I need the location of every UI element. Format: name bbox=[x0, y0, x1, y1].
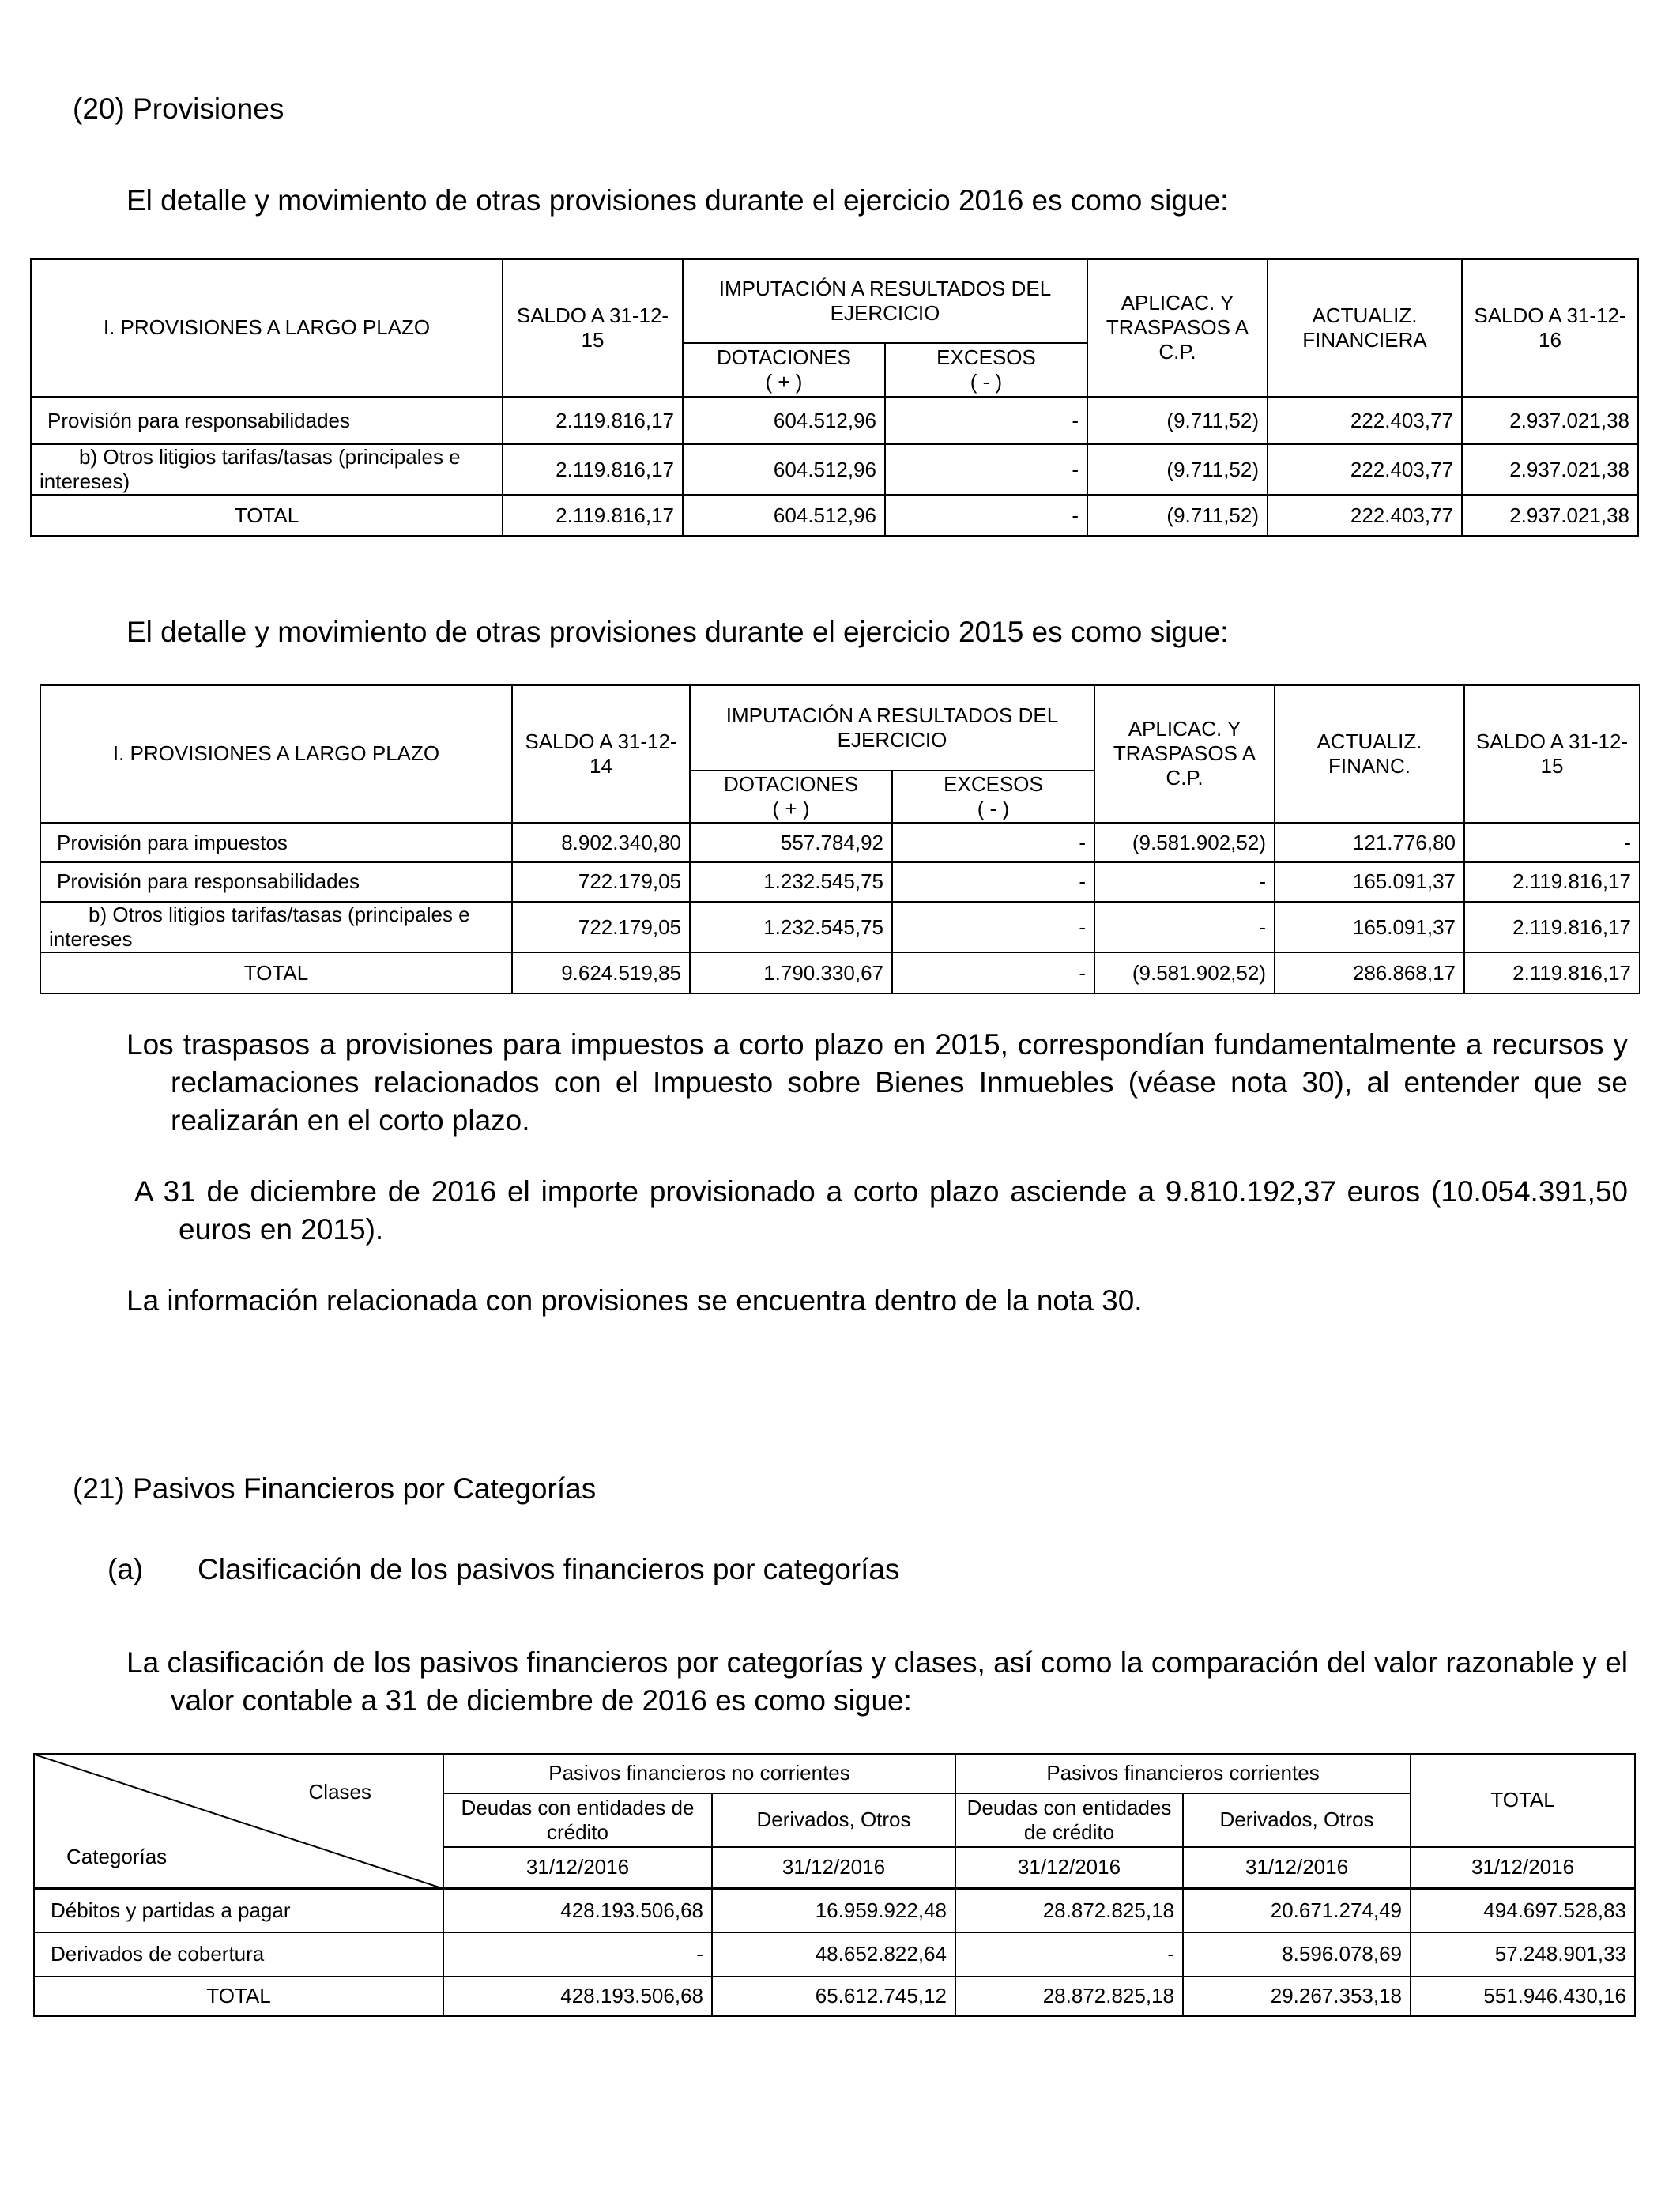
cell: 557.784,92 bbox=[690, 823, 892, 862]
cell: 2.119.816,17 bbox=[503, 444, 683, 495]
cell: 2.119.816,17 bbox=[1464, 952, 1640, 993]
cell: (9.711,52) bbox=[1087, 495, 1268, 536]
table-row-total bbox=[31, 495, 1638, 536]
header-actualiz: ACTUALIZ. FINANCIERA bbox=[1268, 259, 1462, 397]
cell: (9.711,52) bbox=[1087, 444, 1268, 495]
paragraph-corto-plazo: A 31 de diciembre de 2016 el importe provisionado a corto plazo asciende a 9.810.192,37 euros (10.054.391,50 euros en 2015). bbox=[134, 1175, 1628, 1246]
cell: 222.403,77 bbox=[1268, 397, 1462, 444]
row-label: b) Otros litigios tarifas/tasas (principales e intereses) bbox=[31, 444, 503, 495]
header-excesos bbox=[885, 343, 1087, 397]
dotaciones-sign: ( + ) bbox=[772, 796, 810, 820]
header-dotaciones bbox=[683, 343, 885, 397]
header-saldo-inicial: SALDO A 31-12-14 bbox=[512, 685, 690, 823]
provisions-table-2015 bbox=[40, 684, 1640, 994]
excesos-label: EXCESOS bbox=[944, 771, 1043, 796]
cell: 8.902.340,80 bbox=[512, 823, 690, 862]
header-saldo-inicial: SALDO A 31-12-15 bbox=[503, 259, 683, 397]
paragraph-nota-30: La información relacionada con provisiones se encuentra dentro de la nota 30. bbox=[126, 1284, 1143, 1317]
cell: 2.119.816,17 bbox=[1464, 902, 1640, 952]
cell: 1.790.330,67 bbox=[690, 952, 892, 993]
cell: - bbox=[1464, 823, 1640, 862]
cell: 65.612.745,12 bbox=[712, 1977, 955, 2016]
cell: 551.946.430,16 bbox=[1411, 1977, 1635, 2016]
cell: - bbox=[443, 1932, 712, 1977]
clases-label: Clases bbox=[308, 1780, 371, 1804]
cell: 48.652.822,64 bbox=[712, 1932, 955, 1977]
cell: 604.512,96 bbox=[683, 397, 885, 444]
cell: - bbox=[892, 902, 1094, 952]
table-row-total bbox=[40, 952, 1640, 993]
subsection-title: Clasificación de los pasivos financieros por categorías bbox=[198, 1553, 900, 1585]
cell: 16.959.922,48 bbox=[712, 1888, 955, 1932]
row-label: b) Otros litigios tarifas/tasas (principales e intereses bbox=[40, 902, 512, 952]
row-label: Derivados de cobertura bbox=[34, 1932, 443, 1977]
cell: (9.581.902,52) bbox=[1094, 952, 1275, 993]
header-total: TOTAL bbox=[1411, 1754, 1635, 1847]
intro-2015: El detalle y movimiento de otras provisiones durante el ejercicio 2015 es como sigue: bbox=[126, 616, 1229, 648]
row-label: Provisión para impuestos bbox=[40, 823, 512, 862]
header-aplicac-traspasos: APLICAC. Y TRASPASOS A C.P. bbox=[1094, 685, 1275, 823]
cell: 222.403,77 bbox=[1268, 495, 1462, 536]
table-row bbox=[40, 823, 1640, 862]
cell: (9.581.902,52) bbox=[1094, 823, 1275, 862]
header-actualiz: ACTUALIZ. FINANC. bbox=[1275, 685, 1464, 823]
excesos-label: EXCESOS bbox=[936, 345, 1036, 369]
cell: 121.776,80 bbox=[1275, 823, 1464, 862]
cell: 1.232.545,75 bbox=[690, 862, 892, 902]
header-imputacion: IMPUTACIÓN A RESULTADOS DEL EJERCICIO bbox=[683, 259, 1087, 343]
cell: 57.248.901,33 bbox=[1411, 1932, 1635, 1977]
header-derivados-no-corr: Derivados, Otros bbox=[712, 1793, 955, 1847]
row-label: Provisión para responsabilidades bbox=[40, 862, 512, 902]
header-saldo-final: SALDO A 31-12-16 bbox=[1462, 259, 1638, 397]
cell: 2.937.021,38 bbox=[1462, 495, 1638, 536]
cell: 165.091,37 bbox=[1275, 862, 1464, 902]
subsection-letter: (a) bbox=[107, 1553, 144, 1585]
header-derivados-corr: Derivados, Otros bbox=[1183, 1793, 1411, 1847]
header-deudas-corr: Deudas con entidades de crédito bbox=[955, 1793, 1183, 1847]
header-imputacion: IMPUTACIÓN A RESULTADOS DEL EJERCICIO bbox=[690, 685, 1094, 771]
cell: 20.671.274,49 bbox=[1183, 1888, 1411, 1932]
dotaciones-label: DOTACIONES bbox=[724, 771, 858, 796]
table-row bbox=[31, 397, 1638, 444]
paragraph-clasificacion: La clasificación de los pasivos financieros por categorías y clases, así como la comparación del valor razonable y el valor contable a 31 de diciembre de 2016 es como sigue: bbox=[126, 1646, 1628, 1717]
categorias-label: Categorías bbox=[66, 1845, 168, 1869]
header-provisiones-largo-plazo: I. PROVISIONES A LARGO PLAZO bbox=[40, 685, 512, 823]
dotaciones-label: DOTACIONES bbox=[717, 345, 851, 369]
cell: 1.232.545,75 bbox=[690, 902, 892, 952]
header-dotaciones bbox=[690, 771, 892, 823]
cell: 722.179,05 bbox=[512, 902, 690, 952]
header-excesos bbox=[892, 771, 1094, 823]
header-date: 31/12/2016 bbox=[443, 1847, 712, 1888]
header-no-corrientes: Pasivos financieros no corrientes bbox=[443, 1754, 955, 1793]
excesos-sign: ( - ) bbox=[970, 369, 1003, 394]
cell: 428.193.506,68 bbox=[443, 1977, 712, 2016]
table-row bbox=[31, 444, 1638, 495]
row-label: Débitos y partidas a pagar bbox=[34, 1888, 443, 1932]
cell: 222.403,77 bbox=[1268, 444, 1462, 495]
cell: 604.512,96 bbox=[683, 495, 885, 536]
cell: - bbox=[955, 1932, 1183, 1977]
cell: 428.193.506,68 bbox=[443, 1888, 712, 1932]
excesos-sign: ( - ) bbox=[977, 796, 1010, 820]
table-row bbox=[40, 902, 1640, 952]
row-label: TOTAL bbox=[34, 1977, 443, 2016]
header-corrientes: Pasivos financieros corrientes bbox=[955, 1754, 1411, 1793]
cell: (9.711,52) bbox=[1087, 397, 1268, 444]
provisions-table-2016 bbox=[30, 258, 1639, 537]
header-date: 31/12/2016 bbox=[1183, 1847, 1411, 1888]
cell: - bbox=[885, 444, 1087, 495]
cell: 2.937.021,38 bbox=[1462, 444, 1638, 495]
paragraph-traspasos: Los traspasos a provisiones para impuestos a corto plazo en 2015, correspondían fundamentalmente a recursos y reclamaciones relacionados con el Impuesto sobre Bienes Inmuebles (véase nota 30), al entender que se realizarán en el corto plazo. bbox=[126, 1028, 1628, 1137]
row-label: Provisión para responsabilidades bbox=[31, 397, 503, 444]
cell: 494.697.528,83 bbox=[1411, 1888, 1635, 1932]
header-clases-categorias bbox=[34, 1754, 443, 1888]
cell: - bbox=[892, 862, 1094, 902]
cell: 28.872.825,18 bbox=[955, 1888, 1183, 1932]
cell: 8.596.078,69 bbox=[1183, 1932, 1411, 1977]
cell: 2.119.816,17 bbox=[1464, 862, 1640, 902]
row-label: TOTAL bbox=[40, 952, 512, 993]
cell: 2.119.816,17 bbox=[503, 495, 683, 536]
cell: 2.119.816,17 bbox=[503, 397, 683, 444]
table-row-total bbox=[34, 1977, 1635, 2016]
row-label: TOTAL bbox=[31, 495, 503, 536]
header-deudas-no-corr: Deudas con entidades de crédito bbox=[443, 1793, 712, 1847]
section-20-heading: (20) Provisiones bbox=[73, 92, 284, 125]
cell: 604.512,96 bbox=[683, 444, 885, 495]
table-row bbox=[34, 1888, 1635, 1932]
cell: 2.937.021,38 bbox=[1462, 397, 1638, 444]
cell: 286.868,17 bbox=[1275, 952, 1464, 993]
cell: - bbox=[885, 495, 1087, 536]
header-provisiones-largo-plazo: I. PROVISIONES A LARGO PLAZO bbox=[31, 259, 503, 397]
header-saldo-final: SALDO A 31-12-15 bbox=[1464, 685, 1640, 823]
table-row bbox=[34, 1932, 1635, 1977]
cell: 165.091,37 bbox=[1275, 902, 1464, 952]
financial-liabilities-table bbox=[33, 1753, 1636, 2017]
cell: 28.872.825,18 bbox=[955, 1977, 1183, 2016]
intro-2016: El detalle y movimiento de otras provisiones durante el ejercicio 2016 es como sigue: bbox=[126, 184, 1229, 217]
cell: 9.624.519,85 bbox=[512, 952, 690, 993]
table-row bbox=[40, 862, 1640, 902]
cell: 722.179,05 bbox=[512, 862, 690, 902]
section-21-heading: (21) Pasivos Financieros por Categorías bbox=[73, 1472, 597, 1505]
header-date: 31/12/2016 bbox=[1411, 1847, 1635, 1888]
dotaciones-sign: ( + ) bbox=[765, 369, 803, 394]
header-date: 31/12/2016 bbox=[955, 1847, 1183, 1888]
cell: 29.267.353,18 bbox=[1183, 1977, 1411, 2016]
cell: - bbox=[1094, 862, 1275, 902]
cell: - bbox=[892, 952, 1094, 993]
cell: - bbox=[885, 397, 1087, 444]
cell: - bbox=[1094, 902, 1275, 952]
cell: - bbox=[892, 823, 1094, 862]
header-date: 31/12/2016 bbox=[712, 1847, 955, 1888]
header-aplicac-traspasos: APLICAC. Y TRASPASOS A C.P. bbox=[1087, 259, 1268, 397]
